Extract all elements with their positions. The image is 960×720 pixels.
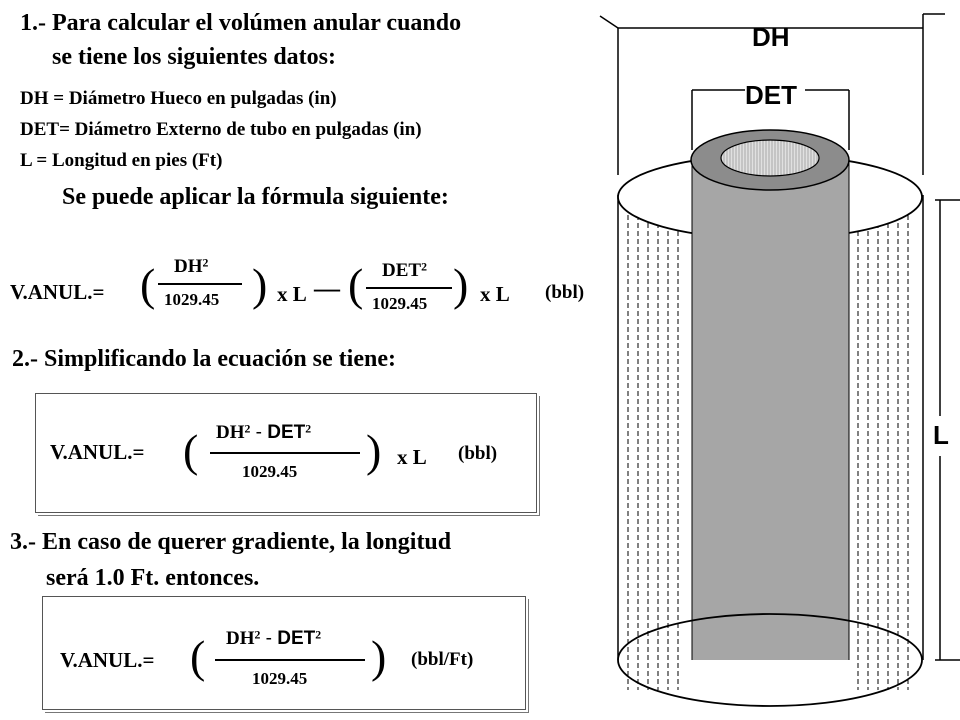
definition-dh: DH = Diámetro Hueco en pulgadas (in) bbox=[20, 88, 337, 109]
pipe-body bbox=[692, 160, 849, 660]
formula1-denominator-1: 1029.45 bbox=[164, 290, 220, 309]
label-l: L bbox=[933, 420, 949, 450]
label-dh: DH bbox=[752, 22, 790, 52]
formula1-numerator-1: $DH^2$ bbox=[174, 256, 209, 277]
formula3-numerator: $DH^2 - DET^2$ bbox=[226, 628, 322, 649]
formula1-lhs: V.ANUL.= bbox=[10, 280, 105, 304]
formula3-unit: (bbl/Ft) bbox=[411, 649, 474, 670]
formula3-paren-open: ( bbox=[190, 631, 206, 682]
formula3-paren-close: ) bbox=[371, 631, 387, 682]
step1-title-line2: se tiene los siguientes datos: bbox=[52, 44, 336, 70]
formula1-paren-close-1: ) bbox=[252, 259, 268, 310]
formula1-numerator-2: DET$^2$ bbox=[382, 260, 427, 281]
step3-title-line2: será 1.0 Ft. entonces. bbox=[46, 565, 260, 591]
definition-det: DET= Diámetro Externo de tubo en pulgadas (in) bbox=[20, 119, 422, 140]
formula2-lhs: V.ANUL.= bbox=[50, 440, 145, 464]
formula1-denominator-2: 1029.45 bbox=[372, 294, 428, 313]
formula1-paren-open-1: ( bbox=[140, 259, 156, 310]
formula3-denominator: 1029.45 bbox=[252, 669, 308, 688]
formula2-paren-open: ( bbox=[183, 425, 199, 476]
formula1-times-l-1: x L bbox=[277, 282, 307, 306]
formula1-minus: — bbox=[314, 274, 340, 303]
formula2-unit: (bbl) bbox=[458, 443, 498, 464]
label-det: DET bbox=[745, 80, 797, 110]
formula2-denominator: 1029.45 bbox=[242, 462, 298, 481]
formula1-times-l-2: x L bbox=[480, 282, 510, 306]
dh-leader-left bbox=[600, 16, 618, 28]
formula2-numerator: $DH^2 - DET^2$ bbox=[216, 422, 312, 443]
step3-title-line1: 3.- En caso de querer gradiente, la longitud bbox=[10, 529, 452, 555]
step2-title: 2.- Simplificando la ecuación se tiene: bbox=[12, 346, 396, 372]
formula1-paren-open-2: ( bbox=[348, 259, 364, 310]
formula3-lhs: V.ANUL.= bbox=[60, 648, 155, 672]
step1-title-line1: 1.- Para calcular el volúmen anular cuando bbox=[20, 10, 462, 36]
formula2-times-l: x L bbox=[397, 445, 427, 469]
formula1-unit: (bbl) bbox=[545, 282, 585, 303]
formula1-paren-close-2: ) bbox=[453, 259, 469, 310]
formula-intro: Se puede aplicar la fórmula siguiente: bbox=[62, 184, 449, 210]
definition-l: L = Longitud en pies (Ft) bbox=[20, 150, 223, 171]
pipe-bore bbox=[721, 140, 819, 176]
formula2-paren-close: ) bbox=[366, 425, 382, 476]
